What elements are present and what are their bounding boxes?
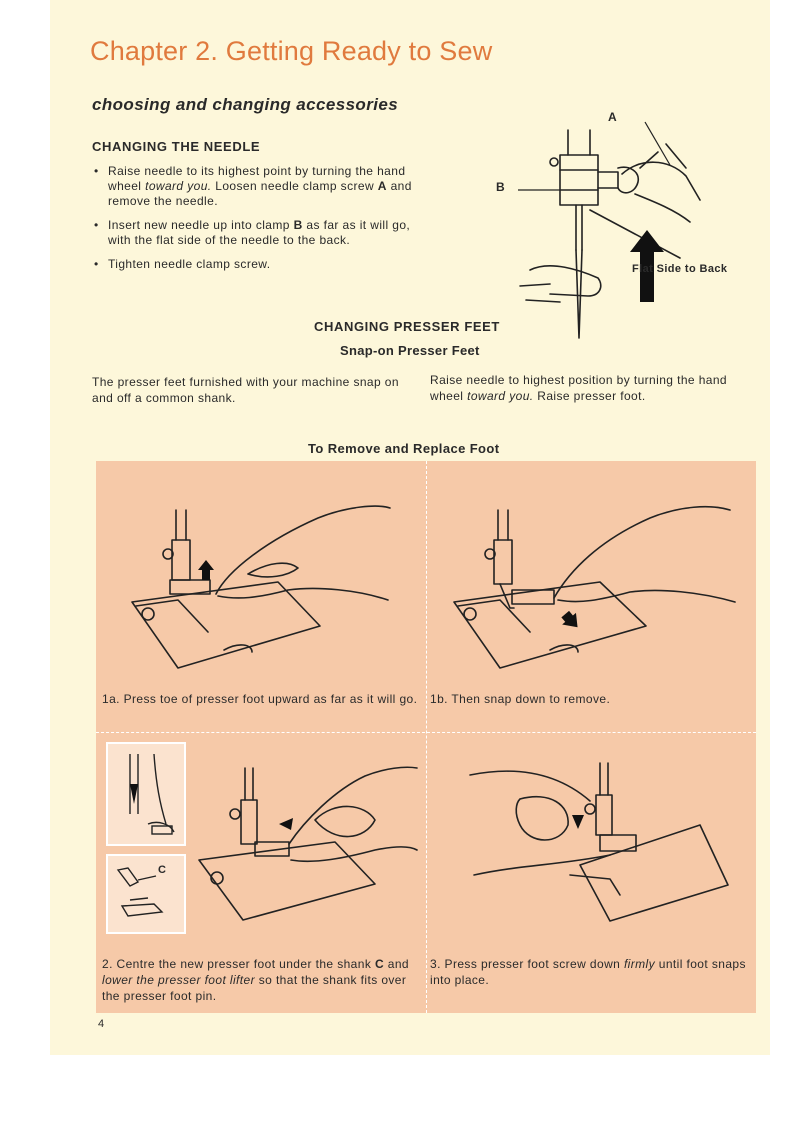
needle-plate — [132, 582, 320, 668]
needle-step-3: • Tighten needle clamp screw. — [92, 257, 422, 272]
panel-divider-vertical — [426, 461, 427, 1013]
step-1a-number: 1a. — [102, 692, 120, 706]
step-2-number: 2. — [102, 957, 113, 971]
snap-on-subheading: Snap-on Presser Feet — [340, 343, 480, 358]
needle-bar — [568, 130, 590, 155]
step-3-illustration — [460, 755, 750, 930]
step-3-caption — [430, 956, 752, 988]
needle-plate — [199, 842, 375, 920]
step-1b-number: 1b. — [430, 692, 448, 706]
changing-presser-feet-heading: CHANGING PRESSER FEET — [314, 319, 500, 334]
label-a: A — [608, 110, 617, 124]
down-arrow-icon — [130, 784, 138, 804]
step-1b-caption — [430, 691, 750, 707]
manual-page — [50, 0, 770, 1055]
needle-step-1: • Raise needle to its highest point by turning the hand wheel toward you. Loosen needle clamp screw A and remove the needle. — [92, 164, 422, 209]
chapter-title: Chapter 2. Getting Ready to Sew — [90, 36, 493, 66]
clamp-screw — [598, 172, 618, 188]
step-2-text: Centre the new presser foot under the shank C and lower the presser foot lifter so that the shank fits over the presser foot pin. — [102, 957, 410, 1003]
step-1a-caption — [102, 691, 422, 707]
step-1a-text: Press toe of presser foot upward as far as it will go. — [123, 692, 418, 706]
inset-lowering-shank — [106, 742, 186, 846]
step-3-text: Press presser foot screw down firmly until foot snaps into place. — [430, 957, 746, 987]
step-1b-illustration — [450, 500, 740, 680]
presser-intro-left: The presser feet furnished with your machine snap on and off a common shank. — [92, 375, 399, 405]
label-b: B — [496, 180, 505, 194]
step-1b-text: Then snap down to remove. — [451, 692, 611, 706]
needle-clamp — [560, 155, 598, 205]
section-title: choosing and changing accessories — [92, 95, 399, 114]
needle-step-2: • Insert new needle up into clamp B as far as it will go, with the flat side of the needle to the back. — [92, 218, 422, 248]
needle-illustration — [490, 110, 760, 340]
label-c: C — [158, 864, 166, 876]
down-arrow-icon — [572, 815, 584, 829]
down-arrow-icon — [558, 608, 583, 633]
step-3-number: 3. — [430, 957, 441, 971]
needle-plate — [580, 825, 728, 921]
changing-needle-heading: CHANGING THE NEEDLE — [92, 139, 261, 154]
step-2-illustration — [195, 760, 420, 935]
panel-divider-horizontal — [96, 732, 756, 733]
remove-replace-title: To Remove and Replace Foot — [308, 441, 500, 456]
up-arrow-icon — [198, 560, 214, 580]
flat-side-caption: Flat Side to Back — [632, 263, 728, 275]
step-2-caption — [102, 956, 424, 1004]
needle-instructions — [92, 164, 422, 281]
step-1a-illustration — [128, 500, 408, 680]
inset-shank-c — [106, 854, 186, 934]
page-number: 4 — [98, 1018, 105, 1030]
presser-intro-right: Raise needle to highest position by turning the hand wheel toward you. Raise presser foot. — [430, 373, 727, 403]
left-arrow-icon — [279, 818, 293, 830]
